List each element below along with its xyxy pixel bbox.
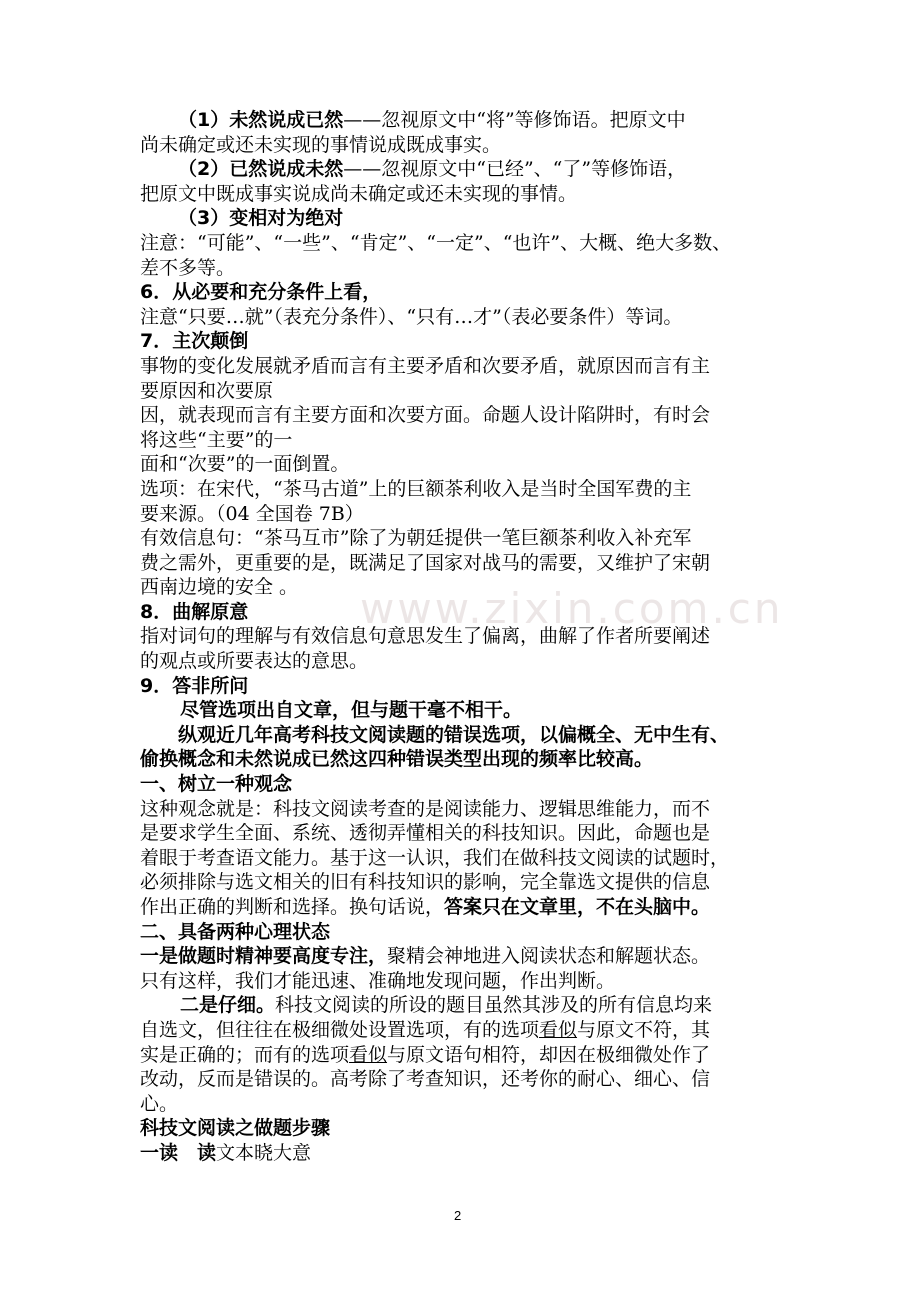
text-run: 因，就表现而言有主要方面和次要方面。命题人设计陷阱时，有时会 (140, 404, 711, 427)
bold-text: 9．答非所问 (140, 674, 249, 697)
text-line (140, 157, 784, 182)
text-run: 尚未确定或还未实现的事情说成既成事实。 (140, 133, 502, 156)
text-line (140, 895, 784, 920)
text-line (140, 944, 784, 969)
text-line (140, 108, 784, 133)
text-line (140, 133, 784, 158)
text-run: 面和“次要”的一面倒置。 (140, 453, 350, 476)
heading-line (140, 674, 784, 699)
text-run: 注意“只要…就”（表充分条件）、“只有…才”（表必要条件）等词。 (140, 305, 683, 328)
document-body (140, 108, 784, 1166)
bold-text: 一、树立一种观念 (140, 773, 293, 796)
text-line (140, 624, 784, 649)
text-run: 只有这样，我们才能迅速、准确地发现问题，作出判断。 (140, 969, 616, 992)
text-line (140, 821, 784, 846)
bold-text: 一是做题时精神要高度专注， (140, 945, 388, 968)
text-run: 费之需外，更重要的是，既满足了国家对战马的需要，又维护了宋朝 (140, 551, 711, 574)
heading-line (140, 747, 784, 772)
text-line (140, 526, 784, 551)
text-line (140, 231, 784, 256)
bold-text: 偷换概念和未然说成已然这四种错误类型出现的频率比较高。 (140, 748, 654, 771)
text-run: 是要求学生全面、系统、透彻弄懂相关的科技知识。因此，命题也是 (140, 822, 711, 845)
text-line (140, 502, 784, 527)
text-run: 着眼于考查语文能力。基于这一认识，我们在做科技文阅读的试题时， (140, 846, 730, 869)
bold-text: （2）已然说成未然 (178, 158, 344, 181)
text-run: 必须排除与选文相关的旧有科技知识的影响，完全靠选文提供的信息 (140, 871, 711, 894)
text-run: ——忽视原文中“已经”、“了”等修饰语， (343, 158, 687, 181)
heading-line (140, 698, 784, 723)
text-line (140, 575, 784, 600)
text-run: 将这些“主要”的一 (140, 428, 293, 451)
text-line (140, 969, 784, 994)
heading-line (140, 723, 784, 748)
text-line (140, 870, 784, 895)
text-run: 聚精会神地进入阅读状态和解题状态。 (387, 945, 711, 968)
text-line (140, 379, 784, 404)
heading-line (140, 772, 784, 797)
text-line (140, 1141, 784, 1166)
text-line (140, 305, 784, 330)
text-run: 心。 (140, 1092, 179, 1115)
bold-text: 二是仔细。 (180, 994, 276, 1017)
text-run: 事物的变化发展就矛盾而言有主要矛盾和次要矛盾，就原因而言有主 (140, 354, 711, 377)
text-run: 与原文不符，其 (577, 1018, 711, 1041)
underlined-text: 看似 (539, 1018, 578, 1041)
text-run: 与原文语句相符，却因在极细微处作了 (387, 1043, 711, 1066)
text-line (140, 428, 784, 453)
bold-text: 读 (197, 1141, 217, 1164)
text-run: ——忽视原文中“将”等修饰语。把原文中 (343, 109, 686, 131)
text-line (140, 1043, 784, 1068)
heading-line (140, 329, 784, 354)
text-run: 这种观念就是：科技文阅读考查的是阅读能力、逻辑思维能力，而不 (140, 797, 711, 820)
page-number: 2 (454, 1208, 462, 1223)
text-run: 把原文中既成事实说成尚未确定或还未实现的事情。 (140, 182, 578, 205)
text-run: 文本晓大意 (216, 1141, 312, 1164)
text-line (140, 477, 784, 502)
text-line (140, 403, 784, 428)
bold-text: 科技文阅读之做题步骤 (140, 1117, 331, 1140)
heading-line (140, 206, 784, 231)
text-run: 注意：“可能”、“一些”、“肯定”、“一定”、“也许”、大概、绝大多数、 (140, 231, 732, 254)
text-line (140, 452, 784, 477)
text-run: 实是正确的；而有的选项 (140, 1043, 350, 1066)
text-line (140, 1067, 784, 1092)
heading-line (140, 280, 784, 305)
text-line (140, 1092, 784, 1117)
bold-text: 尽管选项出自文章，但与题干毫不相干。 (180, 699, 523, 722)
bold-text: （3）变相对为绝对 (178, 207, 344, 230)
bold-text: 6．从必要和充分条件上看， (140, 281, 382, 304)
text-run: 要来源。（04 全国卷 7B） (140, 502, 364, 525)
text-line (140, 551, 784, 576)
text-run: 改动，反而是错误的。高考除了考查知识，还考你的耐心、细心、信 (140, 1068, 711, 1091)
text-run: 作出正确的判断和选择。换句话说， (140, 896, 445, 918)
text-line (140, 993, 784, 1018)
bold-text: 二、具备两种心理状态 (140, 920, 331, 943)
text-run: 选项：在宋代，“茶马古道”上的巨额茶利收入是当时全国军费的主 (140, 477, 692, 500)
bold-text: 8．曲解原意 (140, 600, 249, 623)
text-line (140, 1018, 784, 1043)
text-run: 自选文，但往往在极细微处设置选项，有的选项 (140, 1018, 540, 1041)
text-run: 科技文阅读的所设的题目虽然其涉及的所有信息均来 (275, 994, 713, 1017)
text-run: 西南边境的安全 。 (140, 576, 299, 599)
text-line (140, 649, 784, 674)
text-run: 有效信息句：“茶马互市”除了为朝廷提供一笔巨额茶利收入补充军 (140, 527, 692, 550)
heading-line (140, 920, 784, 945)
heading-line (140, 1116, 784, 1141)
text-line (140, 846, 784, 871)
bold-text: 答案只在文章里，不在头脑中。 (444, 896, 711, 918)
bold-text: 纵观近几年高考科技文阅读题的错误选项，以偏概全、无中生有、 (178, 723, 730, 746)
text-line (140, 797, 784, 822)
text-run: 指对词句的理解与有效信息句意思发生了偏离，曲解了作者所要阐述 (140, 625, 711, 648)
heading-line (140, 600, 784, 625)
text-run: 差不多等。 (140, 256, 236, 279)
text-run: 要原因和次要原 (140, 379, 274, 402)
text-line (140, 182, 784, 207)
text-line (140, 256, 784, 281)
text-line (140, 354, 784, 379)
underlined-text: 看似 (349, 1043, 388, 1066)
bold-text: 一读 (140, 1141, 198, 1164)
bold-text: （1）未然说成已然 (178, 109, 344, 131)
watermark: www.zixin.com.cn (360, 584, 784, 633)
text-run: 的观点或所要表达的意思。 (140, 650, 369, 673)
bold-text: 7．主次颠倒 (140, 330, 249, 353)
